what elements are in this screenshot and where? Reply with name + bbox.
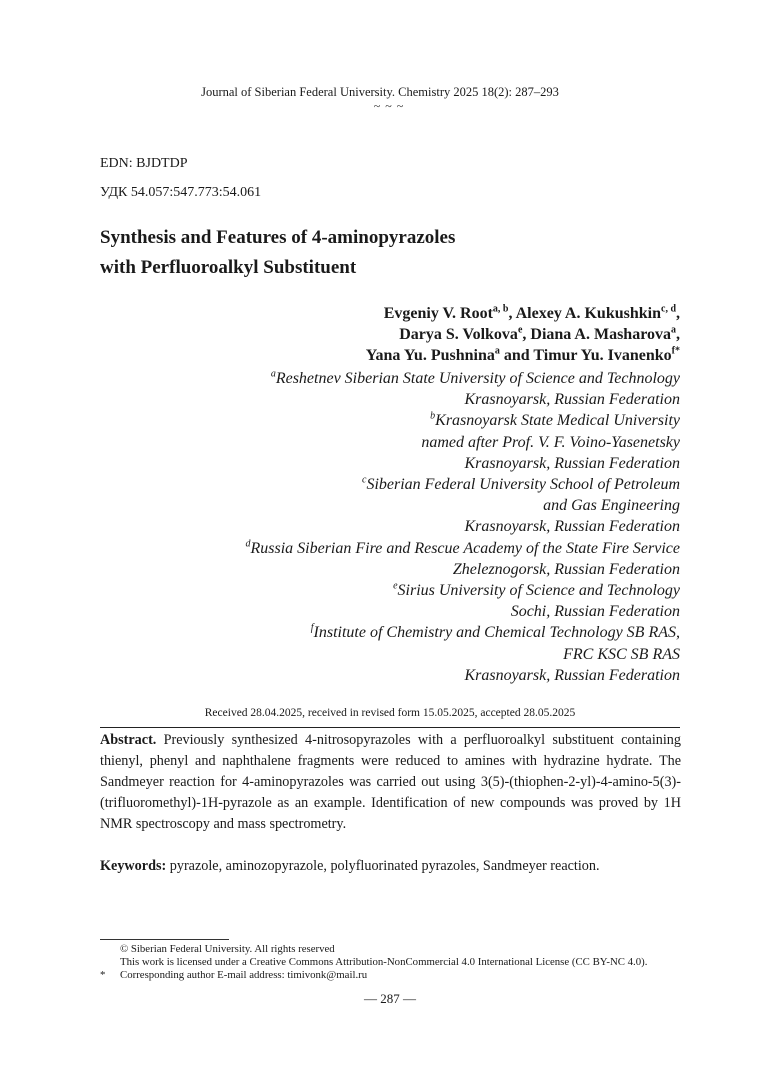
- paper-title-line-2: with Perfluoroalkyl Substituent: [100, 257, 357, 278]
- paper-title: [100, 223, 455, 283]
- affiliation-mark: e: [393, 580, 398, 592]
- author-affiliation-mark: a: [671, 324, 676, 336]
- affiliation-text: Sirius University of Science and Technology: [397, 582, 680, 600]
- affiliation-c-line-2: and Gas Engineering: [543, 497, 680, 515]
- affiliation-d-city: Zheleznogorsk, Russian Federation: [452, 560, 680, 578]
- author-name: Evgeniy V. Root: [383, 305, 493, 322]
- affiliation-text: Siberian Federal University School of Petroleum: [366, 476, 680, 494]
- affiliation-f-line-2: FRC KSC SB RAS: [563, 645, 680, 663]
- corresponding-author-note: Corresponding author E-mail address: timivonk@mail.ru: [120, 969, 368, 981]
- keywords-label: Keywords:: [100, 858, 167, 874]
- author-line-1: [80, 303, 680, 324]
- license-note: This work is licensed under a Creative Commons Attribution-NonCommercial 4.0 International License (CC BY-NC 4.0).: [120, 956, 648, 968]
- paper-title-line-1: Synthesis and Features of 4-aminopyrazoles: [100, 227, 456, 248]
- edn-code: EDN: BJDTDP: [100, 156, 188, 171]
- author-name: Alexey A. Kukushkin: [515, 305, 661, 322]
- author-affiliation-mark: f*: [671, 345, 680, 357]
- affiliation-mark: d: [245, 538, 251, 550]
- footnote-divider: [100, 939, 229, 940]
- author-separator: ,: [508, 305, 516, 322]
- affiliation-c: [80, 474, 680, 495]
- affiliation-b-city: Krasnoyarsk, Russian Federation: [464, 454, 680, 472]
- author-affiliation-mark: c, d: [661, 303, 676, 315]
- author-name: Yana Yu. Pushnina: [365, 347, 495, 364]
- author-separator: ,: [522, 326, 531, 343]
- affiliation-mark: f: [310, 623, 314, 635]
- affiliation-list: [80, 368, 680, 686]
- affiliation-text: Krasnoyarsk State Medical University: [435, 412, 680, 430]
- affiliation-mark: b: [430, 411, 436, 423]
- author-line-2: [80, 324, 680, 345]
- affiliation-b-line-2: named after Prof. V. F. Voino-Yasenetsky: [421, 433, 680, 451]
- header-ornament: ~ ~ ~: [373, 99, 405, 113]
- keywords: [100, 856, 681, 877]
- udk-code: УДК 54.057:547.773:54.061: [100, 185, 262, 200]
- affiliation-mark: a: [270, 368, 276, 380]
- affiliation-text: Russia Siberian Fire and Rescue Academy of the State Fire Service: [250, 539, 680, 557]
- abstract: [100, 730, 681, 835]
- affiliation-f: [80, 622, 680, 643]
- author-affiliation-mark: a, b: [492, 303, 509, 315]
- author-separator: and: [499, 347, 534, 364]
- footnote-star: *: [100, 969, 106, 981]
- affiliation-f-city: Krasnoyarsk, Russian Federation: [464, 666, 680, 684]
- abstract-text: Previously synthesized 4-nitrosopyrazoles with a perfluoroalkyl substituent containing thienyl, phenyl and naphthalene fragments were reduced to amines with hydrazine hydrate. The Sandmeyer reaction for 4-aminopyrazoles was carried out using 3(5)-(thiophen-2-yl)-4-amino-5(3)-(trifluoromethyl)-1H-pyrazole as an example. Identification of new compounds was proved by 1H NMR spectroscopy and mass spectrometry.: [100, 732, 681, 832]
- page-number: — 287 —: [364, 991, 416, 1006]
- received-dates: Received 28.04.2025, received in revised form 15.05.2025, accepted 28.05.2025: [204, 707, 576, 719]
- section-divider: [100, 727, 680, 728]
- affiliation-text: Reshetnev Siberian State University of Science and Technology: [275, 370, 680, 387]
- author-name: Darya S. Volkova: [399, 326, 518, 343]
- affiliation-a: [80, 368, 680, 389]
- affiliation-a-city: Krasnoyarsk, Russian Federation: [464, 391, 680, 409]
- author-affiliation-mark: e: [517, 324, 523, 336]
- affiliation-c-city: Krasnoyarsk, Russian Federation: [464, 518, 680, 536]
- affiliation-text: Institute of Chemistry and Chemical Technology SB RAS,: [313, 624, 680, 642]
- affiliation-b: [80, 410, 680, 431]
- author-separator: ,: [676, 305, 680, 322]
- affiliation-e-city: Sochi, Russian Federation: [510, 603, 680, 621]
- author-separator: ,: [676, 326, 680, 343]
- author-name: Diana A. Masharova: [530, 326, 671, 343]
- author-line-3: [80, 345, 680, 366]
- affiliation-e: [80, 580, 680, 601]
- author-name: Timur Yu. Ivanenko: [533, 347, 672, 364]
- affiliation-mark: c: [361, 474, 367, 486]
- keywords-text: pyrazole, aminozopyrazole, polyfluorinated pyrazoles, Sandmeyer reaction.: [166, 858, 600, 874]
- author-list: [80, 303, 680, 366]
- copyright-note: © Siberian Federal University. All rights reserved: [120, 943, 335, 955]
- abstract-label: Abstract.: [100, 732, 157, 748]
- journal-header: Journal of Siberian Federal University. Chemistry 2025 18(2): 287–293: [201, 85, 559, 99]
- affiliation-d: [80, 538, 680, 559]
- author-affiliation-mark: a: [494, 345, 500, 357]
